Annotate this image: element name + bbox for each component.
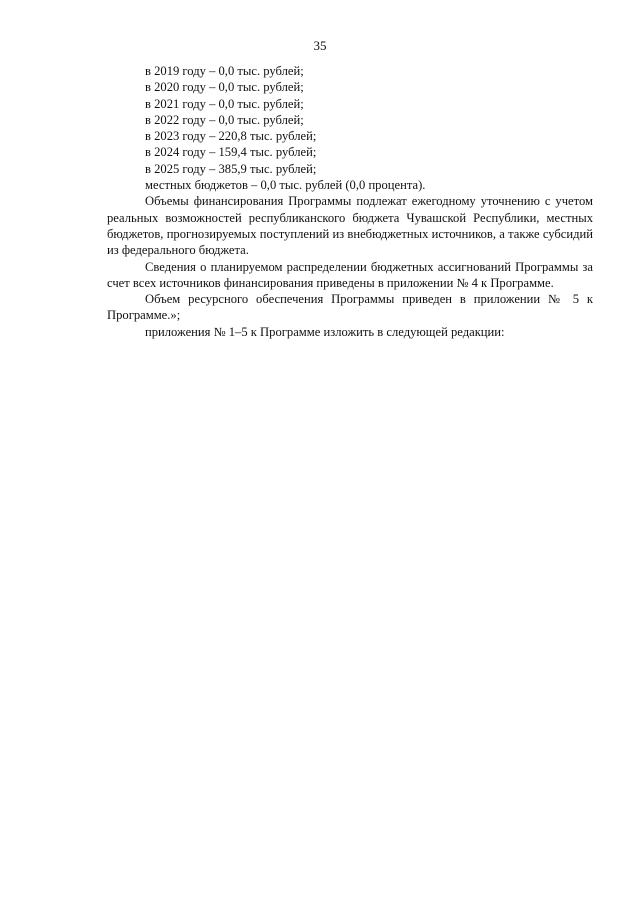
- funding-year-2022: в 2022 году – 0,0 тыс. рублей;: [145, 112, 304, 127]
- funding-year-2021: в 2021 году – 0,0 тыс. рублей;: [145, 96, 304, 111]
- funding-year-2020: в 2020 году – 0,0 тыс. рублей;: [145, 80, 304, 95]
- local-budgets-line: местных бюджетов – 0,0 тыс. рублей (0,0 процента).: [145, 178, 426, 193]
- funding-year-2025: в 2025 году – 385,9 тыс. рублей;: [145, 161, 317, 176]
- funding-year-2024: в 2024 году – 159,4 тыс. рублей;: [145, 145, 317, 160]
- paragraph-appendices: приложения № 1–5 к Программе изложить в следующей редакции:: [145, 324, 505, 339]
- paragraph-funding-adjustment: Объемы финансирования Программы подлежат ежегодному уточнению с учетом реальных возможностей республиканского бюджета Чувашской Республики, местных бюджетов, прогнозируемых поступлений из внебюджетных источников, а также субсидий из федерального бюджета.: [107, 194, 593, 258]
- document-body: [107, 63, 593, 340]
- paragraph-resource-support: Объем ресурсного обеспечения Программы приведен в приложении № 5 к Программе.»;: [107, 292, 593, 323]
- paragraph-allocation-info: Сведения о планируемом распределении бюджетных ассигнований Программы за счет всех источников финансирования приведены в приложении № 4 к Программе.: [107, 259, 593, 290]
- funding-year-2023: в 2023 году – 220,8 тыс. рублей;: [145, 129, 317, 144]
- funding-year-2019: в 2019 году – 0,0 тыс. рублей;: [145, 64, 304, 78]
- page-number: 35: [313, 38, 327, 53]
